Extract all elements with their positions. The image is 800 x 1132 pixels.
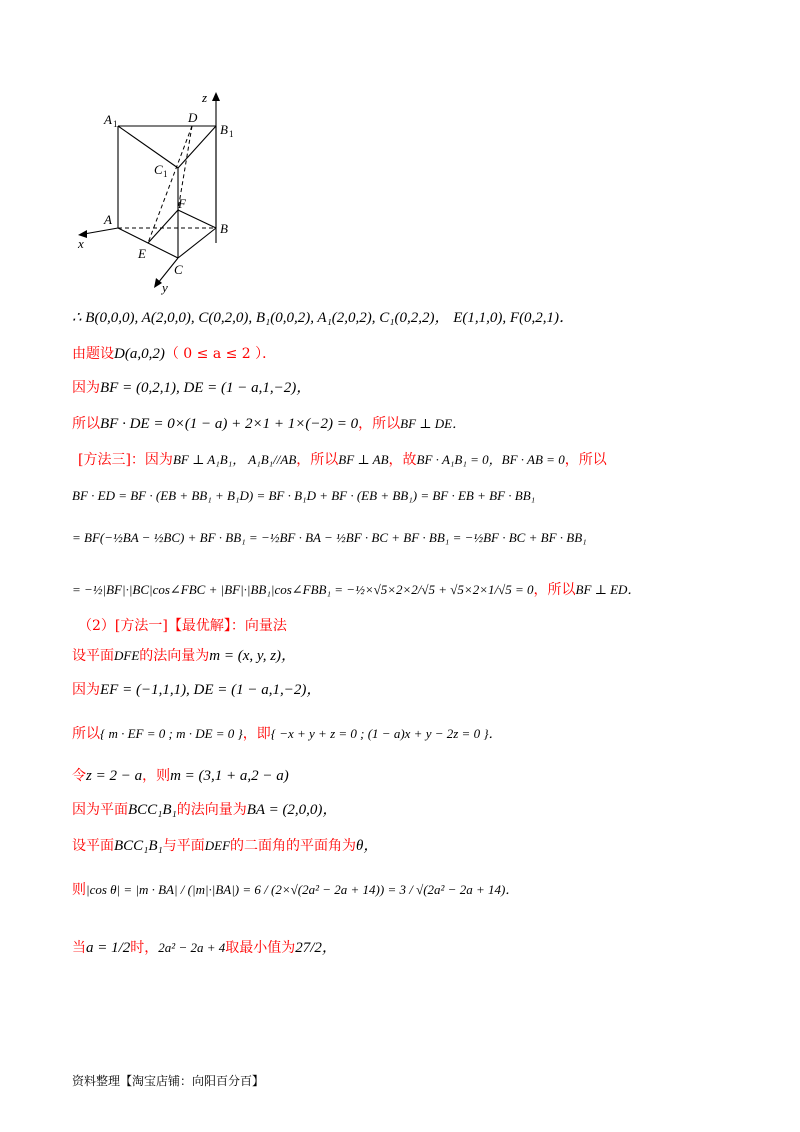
label-c1: C <box>154 162 163 177</box>
label-e: E <box>138 246 146 261</box>
label-d: D <box>188 110 198 125</box>
bf-ed-result-line: = −½|BF|·|BC|cos∠FBC + |BF|·|BB₁|cos∠FBB₁ = −½×√5×2×2/√5 + √5×2×1/√5 = 0，所以BF ⊥ ED． <box>72 582 641 598</box>
method-three-line: [方法三]：因为BF ⊥ A₁B₁， A₁B₁//AB，所以BF ⊥ AB，故BF · A₁B₁ = 0，BF · AB = 0，所以 <box>78 452 607 468</box>
vectors-ef-de-line: 因为EF = (−1,1,1), DE = (1 − a,1,−2)， <box>72 682 322 698</box>
label-x: x <box>78 236 84 251</box>
part-two-heading: （2）[方法一]【最优解】：向量法 <box>78 618 287 634</box>
coords-line: ∴ B(0,0,0), A(2,0,0), C(0,2,0), B₁(0,0,2), A₁(2,0,2), C₁(0,2,2)， E(1,1,0), F(0,2,1)． <box>72 310 575 326</box>
dihedral-angle-line: 设平面BCC₁B₁与平面DEF的二面角的平面角为θ， <box>72 838 379 854</box>
vectors-bf-de-line: 因为BF = (0,2,1), DE = (1 − a,1,−2)， <box>72 380 312 396</box>
label-b: B <box>220 221 228 236</box>
bf-ed-expansion-line: BF · ED = BF · (EB + BB₁ + B₁D) = BF · B₁D + BF · (EB + BB₁) = BF · EB + BF · BB₁ <box>72 488 536 503</box>
cos-theta-line: 则|cos θ| = |m · BA| / (|m|·|BA|) = 6 / (2×√(2a² − 2a + 14)) = 3 / √(2a² − 2a + 14)． <box>72 882 519 898</box>
label-c: C <box>174 262 183 277</box>
label-f: F <box>178 196 186 211</box>
label-a1-sub: 1 <box>113 119 118 129</box>
let-z-line: 令z = 2 − a，则m = (3,1 + a,2 − a) <box>72 768 289 784</box>
label-c1-sub: 1 <box>163 169 168 179</box>
label-y: y <box>162 280 168 295</box>
label-b1: B <box>220 122 228 137</box>
system-equations-line: 所以{ m · EF = 0 ; m · DE = 0 }，即{ −x + y + z = 0 ; (1 − a)x + y − 2z = 0 }． <box>72 726 502 742</box>
prism-figure <box>70 88 270 298</box>
label-a1: A <box>104 112 112 127</box>
normal-vector-bcc1b1-line: 因为平面BCC₁B₁的法向量为BA = (2,0,0)， <box>72 802 338 818</box>
minimum-value-line: 当a = 1/2时，2a² − 2a + 4取最小值为27/2， <box>72 940 337 956</box>
label-z: z <box>202 90 208 105</box>
dot-product-line: 所以BF · DE = 0×(1 − a) + 2×1 + 1×(−2) = 0，所以BF ⊥ DE． <box>72 416 466 432</box>
bf-ed-step2-line: = BF(−½BA − ½BC) + BF · BB₁ = −½BF · BA − ½BF · BC + BF · BB₁ = −½BF · BC + BF · BB₁ <box>72 530 587 545</box>
label-a: A <box>104 212 112 227</box>
given-d-line: 由题设D(a,0,2)（ 0 ≤ a ≤ 2 ）． <box>72 346 277 362</box>
normal-vector-dfe-line: 设平面DFE的法向量为m = (x, y, z)， <box>72 648 297 664</box>
label-b1-sub: 1 <box>229 129 234 139</box>
footer-source: 资料整理【淘宝店铺：向阳百分百】 <box>72 1074 265 1088</box>
